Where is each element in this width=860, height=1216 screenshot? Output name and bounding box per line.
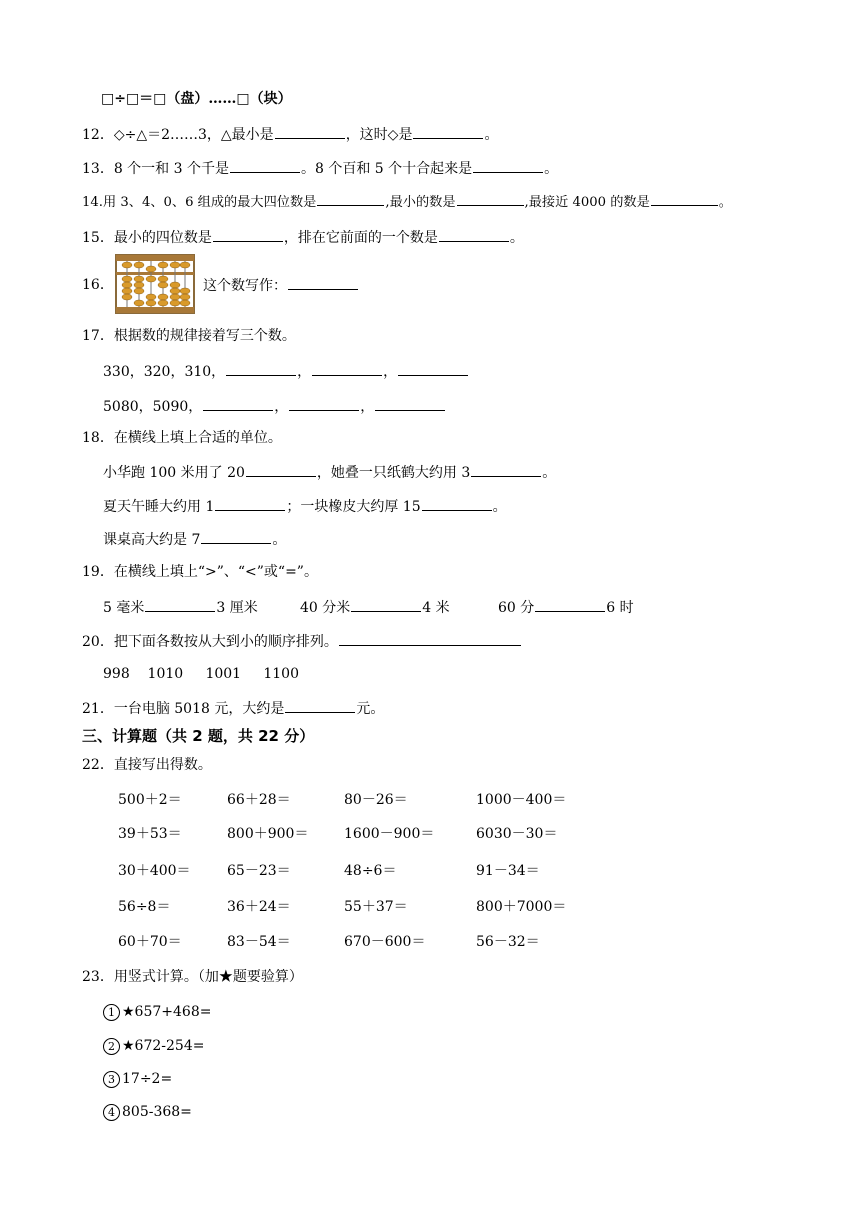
q11-formula: □÷□＝□（盘）……□（块） [101,91,292,107]
question-19-title [82,562,318,582]
q12-text-2: ，这时◇是 [345,127,413,143]
q17-sep: ， [383,364,398,380]
q13-blank-2[interactable] [473,158,543,173]
q13-text-2: 。8 个百和 5 个十合起来是 [301,161,473,177]
q13-blank-1[interactable] [230,158,300,173]
q23-item-text: ★657+468= [122,1004,212,1020]
q17-title: 根据数的规律接着写三个数。 [113,328,296,344]
q18-title: 在横线上填上合适的单位。 [113,430,282,446]
question-21 [82,698,384,719]
q23-item-text: ★672-254= [122,1038,205,1054]
q21-text-2: 元。 [356,701,385,717]
q18-blank-1[interactable] [246,462,316,477]
q12-blank-2[interactable] [413,124,483,139]
calc-item: 670－600＝ [344,934,426,950]
q23-title: 用竖式计算。（加★题要验算） [113,969,303,985]
q13-text-3: 。 [544,161,559,177]
q17-sep: ， [274,399,289,415]
q15-text-3: 。 [509,230,524,246]
question-17-title [82,326,296,346]
q18-b1: 夏天午睡大约用 1 [103,499,215,515]
q17-row1-blank-1[interactable] [226,361,296,376]
q17-row1-blank-2[interactable] [312,361,382,376]
q20-number-item: 998 [103,666,130,682]
q23-item [103,1036,204,1056]
question-20-title [82,631,522,652]
q16-text-1: 这个数写作： [203,278,287,294]
q14-blank-3[interactable] [651,191,718,206]
q20-title: 把下面各数按从大到小的顺序排列。 [113,634,338,650]
q17-sep: ， [297,364,312,380]
q18-blank-2[interactable] [471,462,541,477]
abacus-image [115,254,195,314]
q18-number: 18． [82,430,114,446]
calc-item: 1600－900＝ [344,826,435,842]
question-22-title [82,755,212,775]
q16-blank-1[interactable] [288,275,358,290]
circled-number: 3 [103,1071,120,1088]
q13-text-1: 8 个一和 3 个千是 [113,161,229,177]
q14-blank-1[interactable] [317,191,384,206]
q21-number: 21． [82,701,114,717]
calc-item: 60＋70＝ [118,934,182,950]
q23-item [103,1069,172,1089]
question-23-title [82,967,303,987]
question-16 [203,275,359,296]
q18-c1: 课桌高大约是 7 [103,532,201,548]
q20-number-item: 1100 [263,666,299,682]
calc-item: 500＋2＝ [118,792,182,808]
q19-blank-1[interactable] [145,597,215,612]
q14-number: 14. [82,195,103,210]
calc-item: 800＋900＝ [227,826,309,842]
q17-row-2 [103,396,446,417]
question-18-title [82,428,282,448]
q19-title: 在横线上填上“>”、“<”或“=”。 [113,564,318,580]
q12-text-3: 。 [484,127,499,143]
question-13 [82,158,558,179]
calc-item: 83－54＝ [227,934,291,950]
q19-blank-3[interactable] [535,597,605,612]
calc-item: 91－34＝ [476,863,540,879]
q12-blank-1[interactable] [275,124,345,139]
q12-number: 12． [82,127,114,143]
q19-number: 19． [82,564,114,580]
q17-row1-text: 330，320，310， [103,364,226,380]
calc-item: 39＋53＝ [118,826,182,842]
q19-pair-2 [300,597,450,618]
q23-item-text: 17÷2= [122,1071,173,1087]
calc-item: 48÷6＝ [344,863,397,879]
calc-item: 66＋28＝ [227,792,291,808]
q19-pair-1 [103,597,258,618]
q17-row2-blank-3[interactable] [375,396,445,411]
q15-number: 15． [82,230,114,246]
q22-number: 22． [82,757,114,773]
calc-item: 80－26＝ [344,792,408,808]
q19-p2b: 4 米 [422,600,450,616]
calc-item: 800＋7000＝ [476,899,567,915]
q18-row-2 [103,496,507,517]
q23-item-text: 805-368= [122,1104,192,1120]
q15-text-1: 最小的四位数是 [113,230,212,246]
q18-c2: 。 [272,532,287,548]
q22-title: 直接写出得数。 [113,757,212,773]
circled-number: 4 [103,1104,120,1121]
q21-text-1: 一台电脑 5018 元，大约是 [113,701,285,717]
q18-a2: ，她叠一只纸鹤大约用 3 [316,465,471,481]
q18-b2: ；一块橡皮大约厚 15 [286,499,421,515]
q18-a3: 。 [542,465,557,481]
q15-blank-1[interactable] [213,227,283,242]
q18-a1: 小华跑 100 米用了 20 [103,465,245,481]
circled-number: 1 [103,1004,120,1021]
calc-item: 56÷8＝ [118,899,171,915]
q20-number-item: 1010 [147,666,184,682]
q19-p1a: 5 毫米 [103,600,145,616]
question-15 [82,227,524,248]
q18-blank-4[interactable] [422,496,492,511]
q19-p1b: 3 厘米 [216,600,258,616]
calc-item: 36＋24＝ [227,899,291,915]
q23-item [103,1002,211,1022]
q21-blank[interactable] [285,698,355,713]
q14-text-4: 。 [718,195,732,210]
q18-row-1 [103,462,556,483]
q14-blank-2[interactable] [457,191,524,206]
q20-numbers [103,664,299,684]
question-12 [82,124,498,145]
circled-number: 2 [103,1038,120,1055]
q18-row-3 [103,529,286,550]
q15-blank-2[interactable] [439,227,509,242]
q19-p3a: 60 分 [498,600,535,616]
q18-b3: 。 [492,499,507,515]
calc-item: 1000－400＝ [476,792,567,808]
q17-row1-blank-3[interactable] [398,361,468,376]
q13-number: 13． [82,161,114,177]
q17-row2-blank-1[interactable] [203,396,273,411]
question-14 [82,191,732,213]
q19-p2a: 40 分米 [300,600,351,616]
q20-number: 20． [82,634,114,650]
q14-text-2: ,最小的数是 [385,195,456,210]
calc-item: 65－23＝ [227,863,291,879]
q23-number: 23． [82,969,114,985]
q20-number-item: 1001 [205,666,242,682]
calc-item: 55＋37＝ [344,899,408,915]
q19-blank-2[interactable] [351,597,421,612]
q17-row2-text: 5080，5090， [103,399,203,415]
q17-row-1 [103,361,469,382]
q17-row2-blank-2[interactable] [289,396,359,411]
q17-sep: ， [360,399,375,415]
q12-text-1: ◇÷△＝2……3，△最小是 [113,127,274,143]
section-3-heading: 三、计算题（共 2 题，共 22 分） [82,727,315,745]
q23-item [103,1102,192,1122]
q14-text-1: 用 3、4、0、6 组成的最大四位数是 [102,195,317,210]
q20-blank[interactable] [339,631,521,646]
q18-blank-5[interactable] [201,529,271,544]
q19-pair-3 [498,597,634,618]
calc-item: 30＋400＝ [118,863,191,879]
q17-number: 17． [82,328,114,344]
q14-text-3: ,最接近 4000 的数是 [524,195,650,210]
calc-item: 56－32＝ [476,934,540,950]
q19-p3b: 6 时 [606,600,634,616]
q15-text-2: ，排在它前面的一个数是 [283,230,438,246]
calc-item: 6030－30＝ [476,826,558,842]
q16-number: 16． [82,277,114,293]
q18-blank-3[interactable] [215,496,285,511]
